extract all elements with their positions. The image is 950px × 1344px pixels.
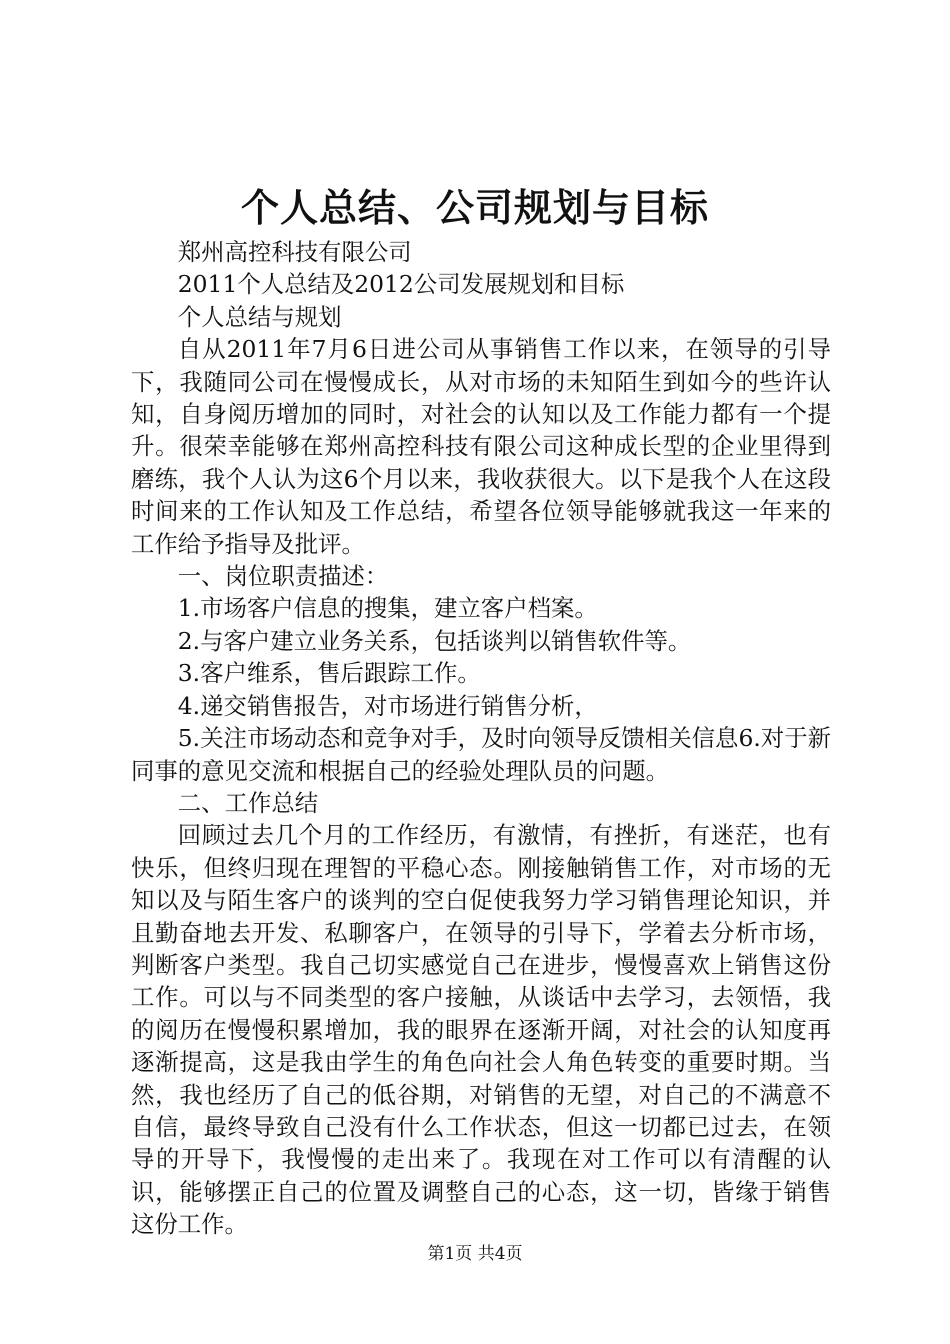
summary-paragraph: 回顾过去几个月的工作经历，有激情，有挫折，有迷茫，也有快乐，但终归现在理智的平稳心态。刚接触销售工作，对市场的无知以及与陌生客户的谈判的空白促使我努力学习销售理论知识，并且勤奋地去开发、私聊客户，在领导的引导下，学着去分析市场，判断客户类型。我自己切实感觉自己在进步，慢慢喜欢上销售这份工作。可以与不同类型的客户接触，从谈话中去学习，去领悟，我的阅历在慢慢积累增加，我的眼界在逐渐开阔，对社会的认知度再逐渐提高，这是我由学生的角色向社会人角色转变的重要时期。当然，我也经历了自己的低谷期，对销售的无望，对自己的不满意不自信，最终导致自己没有什么工作状态，但这一切都已过去，在领导的开导下，我慢慢的走出来了。我现在对工作可以有清醒的认识，能够摆正自己的位置及调整自己的心态，这一切，皆缘于销售这份工作。	[131, 821, 831, 1239]
section-heading-personal: 个人总结与规划	[177, 302, 342, 331]
intro-paragraph: 自从2011年7月6日进公司从事销售工作以来，在领导的引导下，我随同公司在慢慢成长，从对市场的未知陌生到如今的些许认知，自身阅历增加的同时，对社会的认知以及工作能力都有一个提升。很荣幸能够在郑州高控科技有限公司这种成长型的企业里得到磨练，我个人认为这6个月以来，我收获很大。以下是我个人在这段时间来的工作认知及工作总结，希望各位领导能够就我这一年来的工作给予指导及批评。	[131, 335, 831, 558]
document-body	[131, 236, 831, 1241]
section-heading-summary: 二、工作总结	[177, 788, 319, 817]
duty-item-2: 2.与客户建立业务关系，包括谈判以销售软件等。	[177, 626, 692, 655]
duty-item-4: 4.递交销售报告，对市场进行销售分析，	[177, 691, 598, 720]
duty-item-3: 3.客户维系，售后跟踪工作。	[177, 659, 481, 688]
section-heading-duties: 一、岗位职责描述：	[177, 562, 389, 591]
company-name: 郑州高控科技有限公司	[177, 238, 412, 266]
duty-item-1: 1.市场客户信息的搜集，建立客户档案。	[177, 594, 598, 623]
page-number-footer: 第1页 共4页	[427, 1244, 523, 1264]
document-title: 个人总结、公司规划与目标	[240, 185, 709, 230]
duty-item-5: 5.关注市场动态和竞争对手，及时向领导反馈相关信息6.对于新同事的意见交流和根据自己的经验处理队员的问题。	[131, 724, 831, 785]
report-subtitle: 2011个人总结及2012公司发展规划和目标	[177, 270, 625, 299]
